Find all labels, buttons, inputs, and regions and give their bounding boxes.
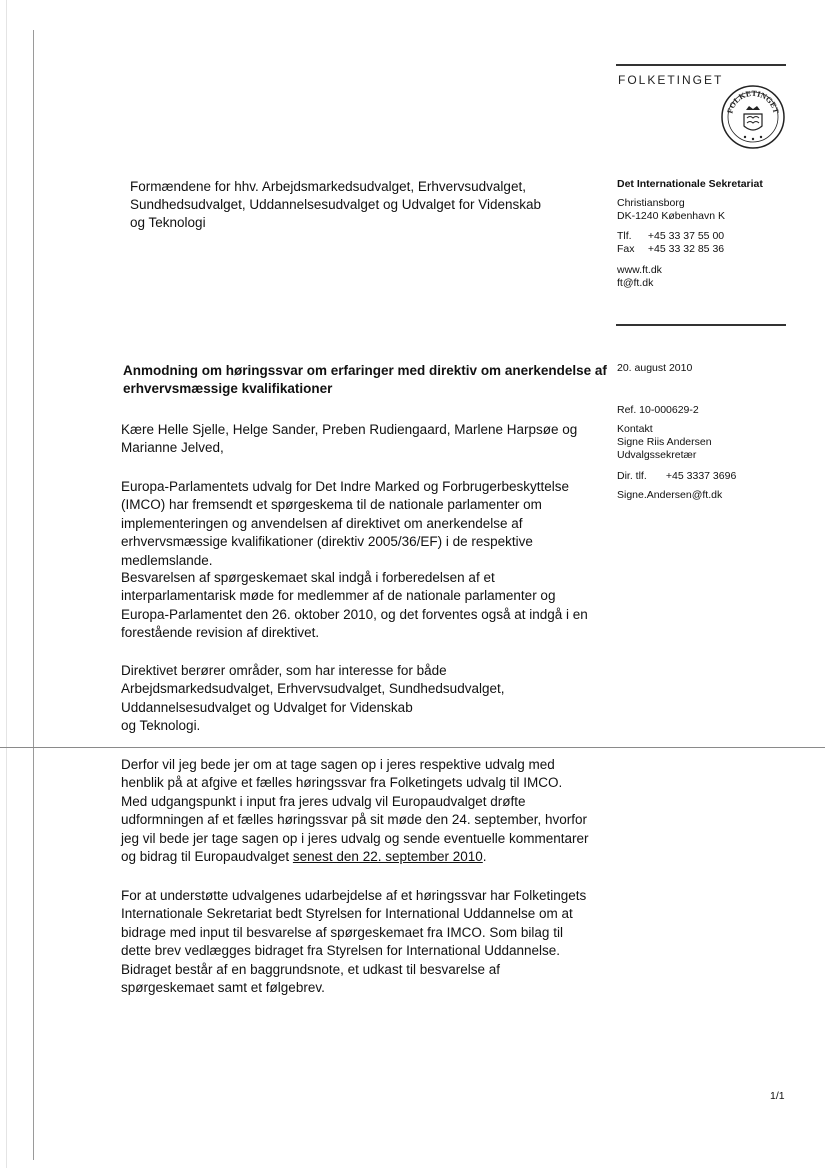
seal-text: FOLKETINGET bbox=[725, 88, 781, 115]
folketinget-seal-icon bbox=[720, 84, 786, 150]
salutation: Kære Helle Sjelle, Helge Sander, Preben Rudiengaard, Marlene Harpsøe og Marianne Jelved, bbox=[121, 422, 578, 456]
scan-fold-line-horizontal bbox=[0, 747, 825, 748]
phone-value: +45 33 37 55 00 bbox=[647, 230, 725, 242]
paragraph-5: For at understøtte udvalgenes udarbejdelse af et høringssvar har Folketingets Internationale Sekretariat bedt Styrelsen for International Uddannelse om at bidrage med input til besvarelse af spørgeskemaet fra IMCO. Som bilag til dette brev vedlægges bidraget fra Styrelsen for International Uddannelse. Bidraget består af en baggrundsnote, et udkast til besvarelse af spørgeskemaet samt et følgebrev. bbox=[121, 888, 587, 996]
contact-email: Signe.Andersen@ft.dk bbox=[617, 489, 723, 501]
paragraph-3 bbox=[121, 662, 591, 736]
sender-address-line1: Christiansborg bbox=[617, 197, 685, 209]
fax-label: Fax bbox=[617, 243, 635, 255]
institution-name: FOLKETINGET bbox=[618, 73, 724, 87]
direct-phone-value: +45 3337 3696 bbox=[665, 470, 737, 482]
paragraph-3-line-4: og Teknologi. bbox=[121, 718, 201, 734]
paragraph-1: Europa-Parlamentets udvalg for Det Indre Marked og Forbrugerbeskyttelse (IMCO) har fremsendt et spørgeskema til de nationale parlamenter om implementeringen og anvendelsen af direktivet om anerkendelse af erhvervsmæssige kvalifikationer (direktiv 2005/36/EF) i de respektive medlemslande. bbox=[121, 479, 569, 568]
letter-date: 20. august 2010 bbox=[617, 362, 693, 374]
direct-phone-label: Dir. tlf. bbox=[617, 470, 647, 482]
recipients-block: Formændene for hhv. Arbejdsmarkedsudvalget, Erhvervsudvalget, Sundhedsudvalget, Uddannelsesudvalget og Udvalget for Videnskab og Teknologi bbox=[130, 179, 542, 230]
paragraph-3-line-2: Arbejdsmarkedsudvalget, Erhvervsudvalget, Sundhedsudvalget, bbox=[121, 681, 505, 697]
paragraph-3-line-3: Uddannelsesudvalget og Udvalget for Videnskab bbox=[121, 699, 413, 715]
sender-department: Det Internationale Sekretariat bbox=[617, 178, 763, 190]
phone-label: Tlf. bbox=[617, 230, 632, 242]
paragraph-3-line-1: Direktivet berører områder, som har interesse for både bbox=[121, 663, 447, 678]
fax-value: +45 33 32 85 36 bbox=[647, 243, 725, 255]
letter-subject: Anmodning om høringssvar om erfaringer med direktiv om anerkendelse af erhvervsmæssige kvalifikationer bbox=[123, 363, 607, 396]
scan-edge-line bbox=[6, 0, 7, 1168]
sender-fax-row bbox=[617, 243, 724, 256]
sender-phone-row bbox=[617, 230, 724, 243]
sender-website: www.ft.dk bbox=[617, 264, 662, 276]
reference-number: Ref. 10-000629-2 bbox=[617, 404, 699, 416]
sender-address-line2: DK-1240 København K bbox=[617, 210, 725, 222]
paragraph-4-end: . bbox=[482, 849, 487, 865]
page-number: 1/1 bbox=[770, 1090, 785, 1102]
scan-fold-line-vertical bbox=[33, 30, 34, 1160]
contact-label: Kontakt bbox=[617, 423, 653, 435]
direct-phone-row bbox=[617, 470, 736, 483]
contact-title: Udvalgssekretær bbox=[617, 449, 697, 461]
contact-name: Signe Riis Andersen bbox=[617, 436, 712, 448]
paragraph-2: Besvarelsen af spørgeskemaet skal indgå i forberedelsen af et interparlamentarisk møde for medlemmer af de nationale parlamenter og Europa-Parlamentet den 26. oktober 2010, og det forventes også at indgå i en forestående revision af direktivet. bbox=[121, 570, 588, 641]
paragraph-4-text: Derfor vil jeg bede jer om at tage sagen op i jeres respektive udvalg med henblik på at afgive et fælles høringssvar fra Folketingets udvalg til IMCO. Med udgangspunkt i input fra jeres udvalg vil Europaudvalget drøfte udformningen af et fælles høringssvar på sit møde den 24. september, hvorfor jeg vil bede jer tage sagen op i jeres udvalg og sende eventuelle kommentarer og bidrag til Europaudvalget bbox=[121, 757, 589, 865]
header-rule bbox=[616, 64, 786, 66]
paragraph-4 bbox=[121, 756, 591, 866]
sidebar-rule bbox=[616, 324, 786, 326]
sender-email: ft@ft.dk bbox=[617, 277, 654, 289]
deadline-text: senest den 22. september 2010 bbox=[292, 849, 483, 865]
